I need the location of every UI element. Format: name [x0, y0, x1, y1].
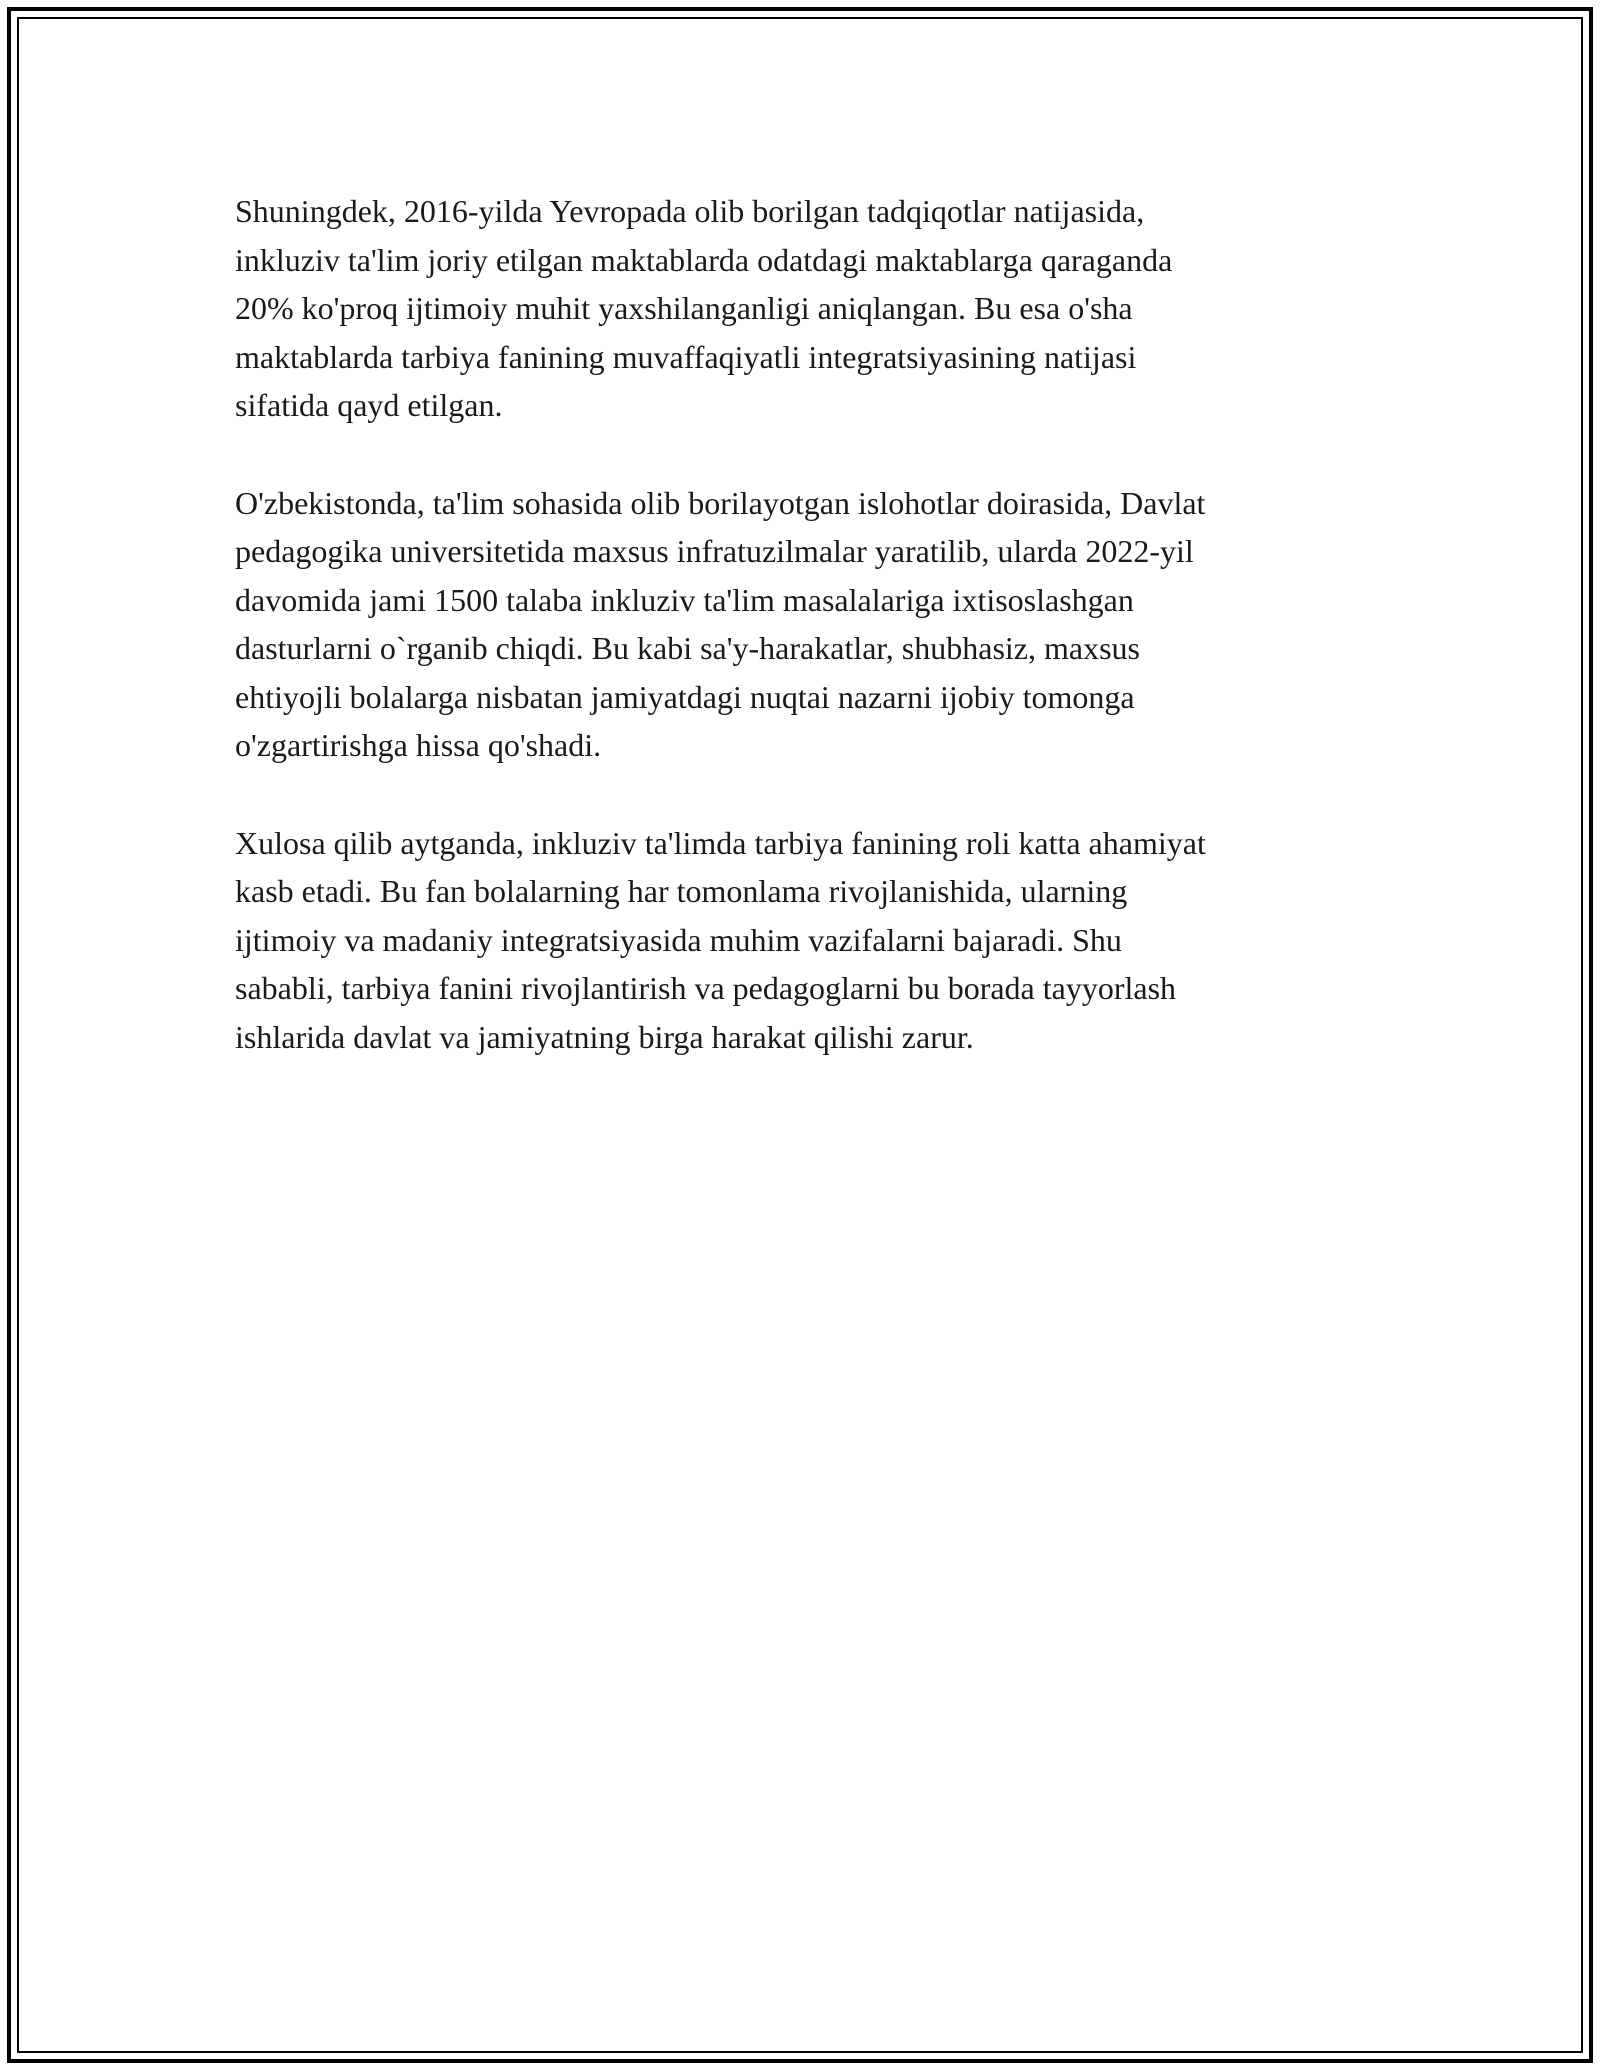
document-body — [235, 187, 1375, 1110]
text-line: Xulosa qilib aytganda, inkluziv ta'limda tarbiya fanining roli katta ahamiyat — [235, 824, 1206, 861]
paragraph-europe-study — [235, 187, 1375, 430]
text-line: Shuningdek, 2016-yilda Yevropada olib borilgan tadqiqotlar natijasida, — [235, 193, 1145, 229]
text-line: ehtiyojli bolalarga nisbatan jamiyatdagi nuqtai nazarni ijobiy tomonga — [235, 678, 1135, 715]
paragraph-conclusion — [235, 819, 1375, 1062]
text-line: sifatida qayd etilgan. — [235, 387, 503, 423]
text-line: inkluziv ta'lim joriy etilgan maktablarda odatdagi maktablarga qaraganda — [235, 241, 1173, 278]
text-line: pedagogika universitetida maxsus infratuzilmalar yaratilib, ularda 2022-yil — [235, 533, 1194, 569]
text-line: ijtimoiy va madaniy integratsiyasida muhim vazifalarni bajaradi. Shu — [235, 921, 1122, 958]
text-line: 20% ko'proq ijtimoiy muhit yaxshilanganligi aniqlangan. Bu esa o'sha — [235, 290, 1133, 326]
text-line: davomida jami 1500 talaba inkluziv ta'lim masalalariga ixtisoslashgan — [235, 581, 1134, 618]
text-line: kasb etadi. Bu fan bolalarning har tomonlama rivojlanishida, ularning — [235, 873, 1128, 909]
paragraph-uzbekistan-reforms — [235, 479, 1375, 770]
text-line: ishlarida davlat va jamiyatning birga harakat qilishi zarur. — [235, 1018, 974, 1055]
text-line: o'zgartirishga hissa qo'shadi. — [235, 727, 602, 763]
text-line: dasturlarni o`rganib chiqdi. Bu kabi sa'y-harakatlar, shubhasiz, maxsus — [235, 630, 1140, 666]
text-line: sababli, tarbiya fanini rivojlantirish va pedagoglarni bu borada tayyorlash — [235, 970, 1177, 1006]
text-line: O'zbekistonda, ta'lim sohasida olib borilayotgan islohotlar doirasida, Davlat — [235, 484, 1206, 521]
text-line: maktablarda tarbiya fanining muvaffaqiyatli integratsiyasining natijasi — [235, 338, 1137, 375]
